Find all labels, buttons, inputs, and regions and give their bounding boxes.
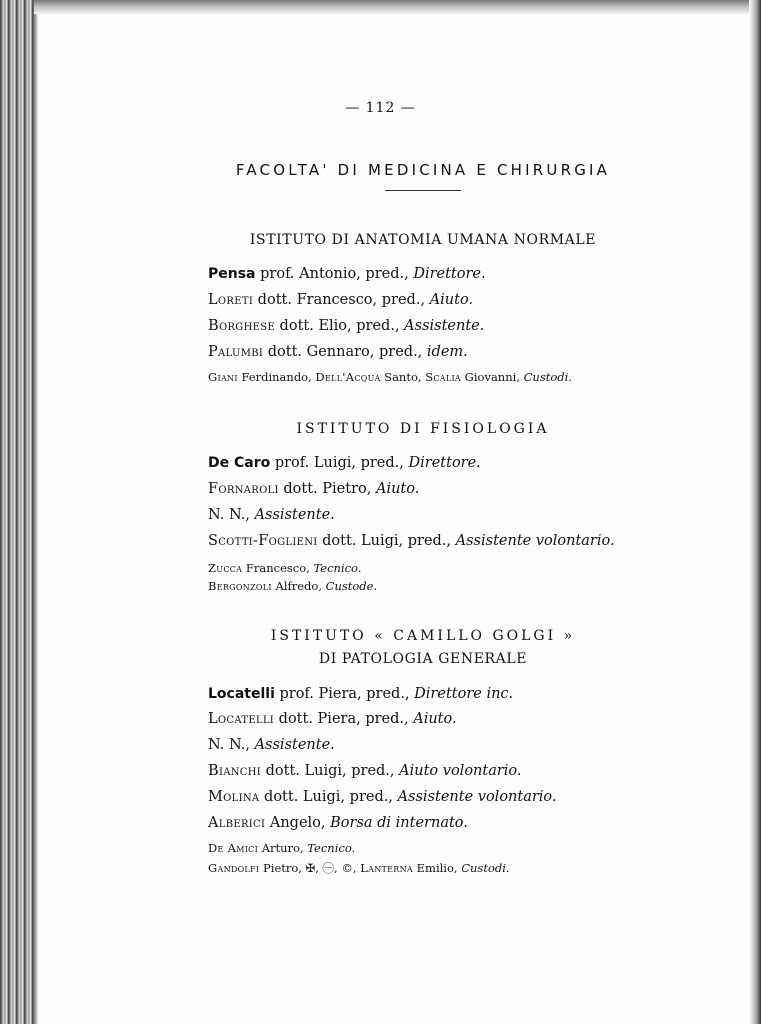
staff-entry [208,711,457,727]
staff-name: Palumbi [208,344,264,360]
custodi-entry [208,370,572,384]
staff-detail: dott. Luigi, pred., [261,763,400,779]
staff-name: Bergonzoli [208,579,272,593]
staff-role: Tecnico. [307,841,356,855]
small-staff-entry [208,579,377,593]
staff-entry [208,344,468,360]
staff-name: Lanterna [360,861,413,875]
staff-name: Borghese [208,318,275,334]
staff-entry [208,789,557,805]
staff-detail: dott. Piera, pred., [274,711,414,727]
staff-role: Assistente volontario. [455,533,615,549]
staff-name: De Caro [208,455,271,471]
staff-name: Scalia [425,370,462,384]
page-number: — 112 — [345,100,416,116]
binding-shadow [34,0,38,1024]
staff-name: Bianchi [208,763,261,779]
custodi-entry [208,860,510,876]
staff-role: Direttore inc. [414,686,514,702]
staff-name: Molina [208,789,260,805]
staff-entry [208,763,522,779]
staff-entry [208,481,419,497]
staff-role: Assistente. [254,507,335,523]
staff-role: idem. [426,344,468,360]
small-staff-entry [208,841,355,855]
staff-detail: Ferdinando, [237,370,316,384]
page-right-edge [749,0,761,1024]
staff-detail: dott. Pietro, [278,481,376,497]
staff-name: De Amici [208,841,259,855]
staff-detail: Arturo, [258,841,308,855]
staff-name: Locatelli [208,711,275,727]
staff-detail: , [245,507,255,523]
staff-entry [208,292,473,308]
staff-name: Loreti [208,292,254,308]
staff-role: Borsa di internato. [330,815,468,831]
staff-detail: Emilio, [412,861,462,875]
staff-detail: Alfredo, [271,579,326,593]
staff-detail: dott. Gennaro, pred., [263,344,427,360]
staff-role: Direttore. [408,455,481,471]
faculty-title: FACOLTA' DI MEDICINA E CHIRURGIA [235,161,611,179]
staff-role: Aiuto. [375,481,420,497]
staff-detail: dott. Luigi, pred., [259,789,398,805]
staff-role: Assistente. [404,318,485,334]
staff-name: N. N. [208,507,246,523]
staff-role: Custode. [325,579,378,593]
staff-role: Assistente volontario. [397,789,557,805]
staff-detail: prof. Piera, pred., [274,686,415,702]
staff-detail: Santo, [380,370,426,384]
staff-role: Custodi. [523,370,572,384]
title-rule [385,190,461,191]
staff-entry [208,318,484,334]
staff-detail: dott. Francesco, pred., [253,292,430,308]
staff-detail: prof. Antonio, pred., [255,266,414,282]
staff-detail: Giovanni, [461,370,524,384]
staff-detail: Francesco, [242,561,314,575]
staff-entry [208,266,486,282]
staff-entry [208,507,335,523]
section-heading-anatomia: ISTITUTO DI ANATOMIA UMANA NORMALE [249,232,597,248]
staff-name: Locatelli [208,686,275,702]
staff-name: Dell'Acqua [315,370,381,384]
staff-name: Pensa [208,266,256,282]
staff-name: Zucca [208,561,243,575]
staff-entry [208,737,335,753]
staff-name: Alberici [208,815,266,831]
section-heading-golgi: ISTITUTO « CAMILLO GOLGI » [270,628,576,644]
staff-detail: Angelo, [265,815,331,831]
staff-role: Direttore. [413,266,486,282]
section-subheading-patologia: DI PATOLOGIA GENERALE [318,651,528,667]
staff-detail: prof. Luigi, pred., [270,455,409,471]
staff-detail: dott. Elio, pred., [274,318,405,334]
staff-name: Fornaroli [208,481,279,497]
staff-role: Custodi. [461,861,510,875]
staff-detail: Pietro, ✠, ㊀, ©, [259,861,361,875]
staff-name: Giani [208,370,238,384]
staff-role: Assistente. [254,737,335,753]
staff-entry [208,686,513,702]
staff-name: Scotti-Foglieni [208,533,318,549]
staff-name: Gandolfi [208,861,260,875]
staff-detail: , [245,737,255,753]
small-staff-entry [208,561,361,575]
staff-entry [208,455,481,471]
section-heading-fisiologia: ISTITUTO DI FISIOLOGIA [296,421,550,437]
book-binding [0,0,34,1024]
staff-entry [208,533,615,549]
staff-role: Aiuto. [413,711,457,727]
page-top-edge [34,0,761,14]
staff-role: Aiuto volontario. [399,763,522,779]
staff-detail: dott. Luigi, pred., [317,533,456,549]
staff-role: Tecnico. [313,561,362,575]
staff-entry [208,815,468,831]
staff-role: Aiuto. [429,292,474,308]
staff-name: N. N. [208,737,246,753]
